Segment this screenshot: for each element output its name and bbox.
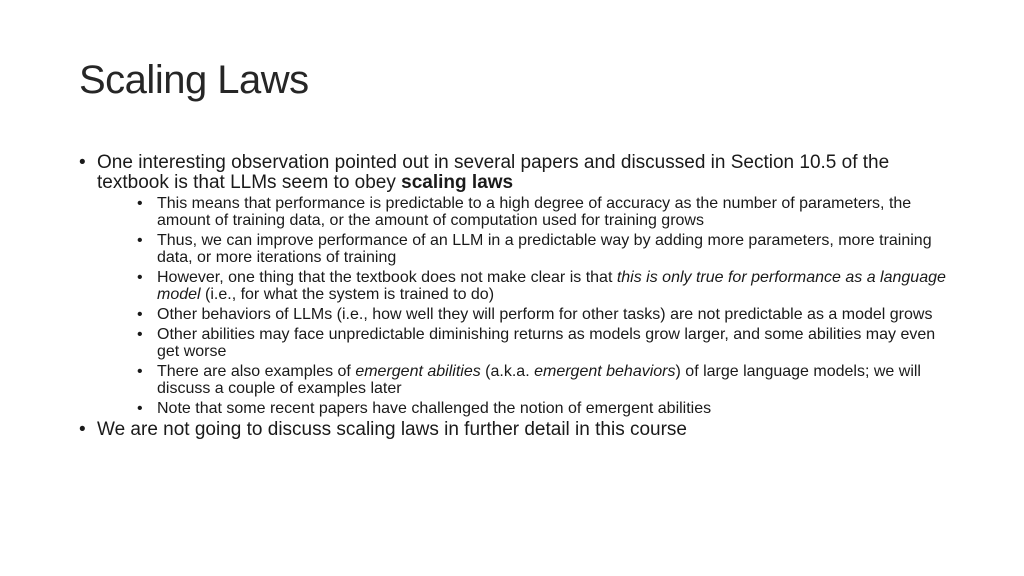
bullet-dot-icon: •	[79, 419, 86, 440]
sub-bullet-2	[97, 232, 956, 266]
sub-bullet-5-text: Other abilities may face unpredictable diminishing returns as models grow larger, and some abilities may even get worse	[157, 326, 936, 360]
bullet-2	[76, 420, 956, 440]
sub-bullet-6-italic-text-1: emergent abilities	[355, 363, 481, 380]
slide-body	[76, 153, 956, 443]
sub-bullet-6-text-mid: (a.k.a.	[480, 363, 535, 380]
slide-title: Scaling Laws	[79, 58, 309, 102]
bullet-dot-icon: •	[137, 195, 143, 212]
sub-bullet-6	[97, 363, 956, 397]
sub-bullet-7	[97, 400, 956, 417]
sub-bullet-1	[97, 195, 956, 229]
bullet-1-bold-text: scaling laws	[401, 172, 514, 193]
sub-bullet-7-text: Note that some recent papers have challenged the notion of emergent abilities	[157, 400, 712, 417]
bullet-dot-icon: •	[137, 326, 143, 343]
sub-bullet-4	[97, 306, 956, 323]
sub-bullet-3	[97, 269, 956, 303]
sub-bullet-6-text: There are also examples of	[157, 363, 356, 380]
sub-bullet-5	[97, 326, 956, 360]
bullet-1	[76, 153, 956, 417]
sub-bullet-2-text: Thus, we can improve performance of an LLM in a predictable way by adding more parameters, more training data, or more iterations of training	[157, 232, 932, 266]
sub-bullet-6-text-end: ) of large language models; we will discuss a couple of examples later	[157, 363, 921, 397]
sub-bullet-3-italic-text: this is only true for performance as a language model	[157, 269, 946, 303]
sub-bullet-3-text: However, one thing that the textbook does not make clear is that	[157, 269, 617, 286]
bullet-dot-icon: •	[137, 269, 143, 286]
bullet-dot-icon: •	[137, 363, 143, 380]
sub-bullet-list	[97, 195, 956, 417]
sub-bullet-3-text-end: (i.e., for what the system is trained to do)	[200, 286, 495, 303]
bullet-1-text: One interesting observation pointed out in several papers and discussed in Section 10.5 of the textbook is that LLMs seem to obey	[97, 152, 890, 193]
bullet-dot-icon: •	[137, 232, 143, 249]
sub-bullet-6-italic-text-2: emergent behaviors	[534, 363, 676, 380]
bullet-2-text: We are not going to discuss scaling laws in further detail in this course	[97, 419, 688, 440]
sub-bullet-4-text: Other behaviors of LLMs (i.e., how well they will perform for other tasks) are not predictable as a model grows	[157, 306, 933, 323]
sub-bullet-1-text: This means that performance is predictable to a high degree of accuracy as the number of parameters, the amount of training data, or the amount of computation used for training grows	[157, 195, 912, 229]
bullet-dot-icon: •	[137, 400, 143, 417]
bullet-dot-icon: •	[79, 152, 86, 173]
bullet-dot-icon: •	[137, 306, 143, 323]
